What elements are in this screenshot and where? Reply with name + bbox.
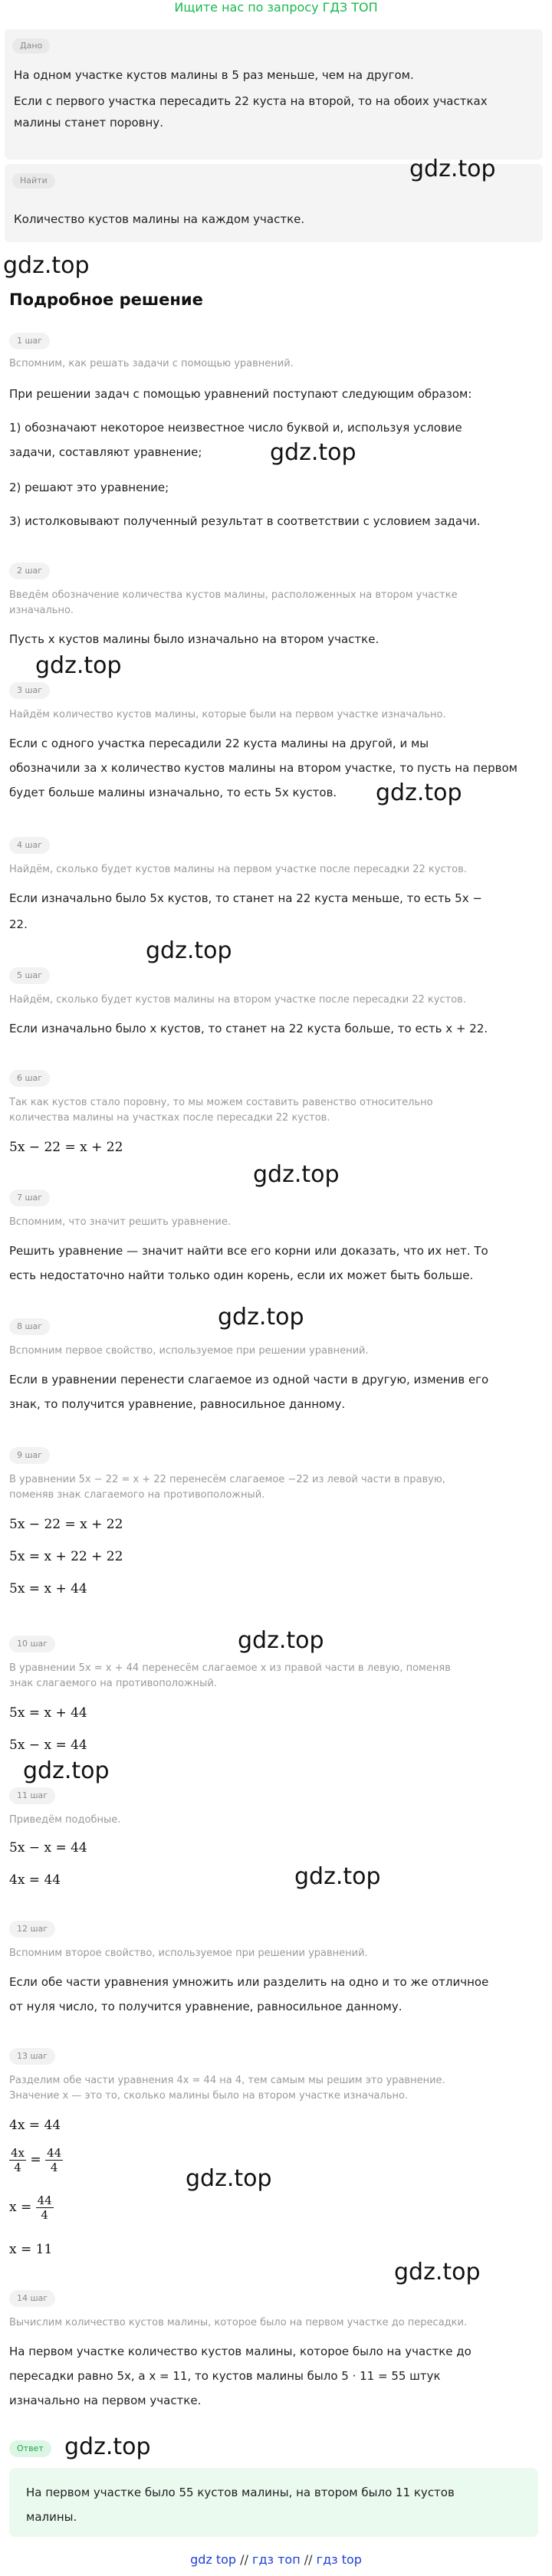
step-13-hint-2: Значение x — это то, сколько малины было на втором участке изначально. bbox=[9, 2090, 409, 2102]
step-1-line-5: 3) истолковывают полученный результат в соответствии с условием задачи. bbox=[9, 514, 481, 528]
step-8-line-1: Если в уравнении перенести слагаемое из одной части в другую, изменив его bbox=[9, 1373, 489, 1386]
footer-link-gdz-top-mixed[interactable]: гдз top bbox=[316, 2552, 362, 2567]
solution-title: Подробное решение bbox=[9, 290, 203, 309]
step-10-hint-2: знак слагаемого на противоположный. bbox=[9, 1678, 217, 1689]
step-4-hint: Найдём, сколько будет кустов малины на первом участке после пересадки 22 кустов. bbox=[9, 864, 467, 875]
step-6-equation: 5x − 22 = x + 22 bbox=[9, 1140, 123, 1155]
footer-separator: // bbox=[240, 2552, 248, 2567]
fraction: $\frac{4x}{4}$ bbox=[11, 2146, 25, 2174]
step-4-badge: 4 шаг bbox=[9, 837, 50, 854]
footer-links bbox=[0, 2552, 552, 2567]
step-14-line-2: пересадки равно 5x, а x = 11, то кустов малины было 5 · 11 = 55 штук bbox=[9, 2369, 441, 2383]
step-5-hint: Найдём, сколько будет кустов малины на втором участке после пересадки 22 кустов. bbox=[9, 994, 466, 1006]
watermark: gdz.top bbox=[146, 937, 232, 964]
step-12-hint: Вспомним второе свойство, используемое при решении уравнений. bbox=[9, 1948, 368, 1959]
step-7-line-2: есть недостаточно найти только один корень, если их может быть больше. bbox=[9, 1268, 474, 1282]
search-hint-link[interactable]: Ищите нас по запросу ГДЗ ТОП bbox=[174, 0, 378, 15]
step-1-badge: 1 шаг bbox=[9, 333, 50, 349]
step-8-hint: Вспомним первое свойство, используемое при решении уравнений. bbox=[9, 1345, 369, 1357]
step-12-badge: 12 шаг bbox=[9, 1921, 55, 1938]
step-1-line-1: При решении задач с помощью уравнений поступают следующим образом: bbox=[9, 387, 472, 401]
watermark: gdz.top bbox=[253, 1161, 340, 1188]
step-11-badge: 11 шаг bbox=[9, 1787, 55, 1804]
step-14-line-1: На первом участке количество кустов малины, которое было на участке до bbox=[9, 2345, 472, 2358]
find-line-1: Количество кустов малины на каждом участке. bbox=[14, 212, 305, 226]
step-10-hint-1: В уравнении 5x = x + 44 перенесём слагаемое x из правой части в левую, поменяв bbox=[9, 1662, 451, 1674]
answer-box bbox=[9, 2468, 538, 2537]
step-1-line-4: 2) решают это уравнение; bbox=[9, 481, 169, 494]
footer-link-gdz-top[interactable]: gdz top bbox=[190, 2552, 237, 2567]
watermark: gdz.top bbox=[294, 1863, 381, 1890]
step-13-equation-4: x = 11 bbox=[9, 2242, 53, 2257]
watermark: gdz.top bbox=[3, 252, 90, 279]
answer-line-1: На первом участке было 55 кустов малины, на втором было 11 кустов bbox=[26, 2486, 455, 2499]
step-11-equation-1: 5x − x = 44 bbox=[9, 1840, 87, 1856]
step-11-equation-2: 4x = 44 bbox=[9, 1872, 61, 1888]
step-13-equation-2: $\frac{4x}{4}$ = $\frac{44}{4}$ bbox=[11, 2146, 62, 2174]
watermark: gdz.top bbox=[64, 2433, 151, 2460]
step-11-hint: Приведём подобные. bbox=[9, 1814, 121, 1826]
step-3-line-1: Если с одного участка пересадили 22 куста малины на другой, и мы bbox=[9, 737, 429, 750]
step-3-badge: 3 шаг bbox=[9, 682, 50, 699]
step-7-hint: Вспомним, что значит решить уравнение. bbox=[9, 1216, 232, 1228]
step-3-line-3: будет больше малины изначально, то есть 5x кустов. bbox=[9, 786, 337, 799]
watermark: gdz.top bbox=[23, 1757, 110, 1784]
step-7-badge: 7 шаг bbox=[9, 1190, 50, 1206]
step-1-line-2: 1) обозначают некоторое неизвестное число буквой и, используя условие bbox=[9, 421, 462, 435]
step-1-line-3: задачи, составляют уравнение; bbox=[9, 445, 202, 459]
step-5-badge: 5 шаг bbox=[9, 967, 50, 984]
watermark: gdz.top bbox=[35, 652, 122, 679]
step-3-line-2: обозначили за x количество кустов малины на втором участке, то пусть на первом bbox=[9, 761, 518, 775]
watermark: gdz.top bbox=[238, 1627, 324, 1654]
step-1-hint: Вспомним, как решать задачи с помощью уравнений. bbox=[9, 358, 294, 369]
answer-line-2: малины. bbox=[26, 2510, 77, 2524]
step-14-hint: Вычислим количество кустов малины, которое было на первом участке до пересадки. bbox=[9, 2317, 468, 2328]
given-card bbox=[5, 29, 543, 159]
fraction: $\frac{44}{4}$ bbox=[47, 2146, 62, 2174]
step-10-equation-2: 5x − x = 44 bbox=[9, 1738, 87, 1753]
find-card bbox=[5, 156, 543, 242]
step-2-badge: 2 шаг bbox=[9, 563, 50, 579]
step-2-hint-2: изначально. bbox=[9, 605, 74, 616]
watermark: gdz.top bbox=[270, 439, 356, 466]
given-badge: Дано bbox=[12, 38, 50, 54]
footer-separator: // bbox=[304, 2552, 313, 2567]
find-badge: Найти bbox=[12, 173, 55, 189]
watermark: gdz.top bbox=[409, 156, 496, 182]
step-12-line-1: Если обе части уравнения умножить или разделить на одно и то же отличное bbox=[9, 1975, 489, 1989]
fraction: $\frac{44}{4}$ bbox=[37, 2194, 52, 2222]
step-9-hint-1: В уравнении 5x − 22 = x + 22 перенесём слагаемое −22 из левой части в правую, bbox=[9, 1474, 445, 1485]
step-3-hint: Найдём количество кустов малины, которые были на первом участке изначально. bbox=[9, 709, 446, 720]
step-5-line-1: Если изначально было x кустов, то станет на 22 куста больше, то есть x + 22. bbox=[9, 1022, 488, 1035]
step-6-hint-1: Так как кустов стало поровну, то мы можем составить равенство относительно bbox=[9, 1097, 433, 1108]
step-8-line-2: знак, то получится уравнение, равносильное данному. bbox=[9, 1397, 346, 1411]
step-9-hint-2: поменяв знак слагаемого на противоположный. bbox=[9, 1489, 265, 1501]
step-6-hint-2: количества малины на участках после пересадки 22 кустов. bbox=[9, 1112, 330, 1124]
step-13-hint-1: Разделим обе части уравнения 4x = 44 на 4, тем самым мы решим это уравнение. bbox=[9, 2075, 445, 2086]
step-9-equation-2: 5x = x + 22 + 22 bbox=[9, 1549, 123, 1564]
answer-badge: Ответ bbox=[9, 2440, 51, 2457]
given-line-3: малины станет поровну. bbox=[14, 116, 163, 130]
step-4-line-1: Если изначально было 5x кустов, то станет на 22 куста меньше, то есть 5x − bbox=[9, 891, 482, 905]
step-10-badge: 10 шаг bbox=[9, 1636, 55, 1652]
watermark: gdz.top bbox=[376, 779, 462, 806]
step-13-badge: 13 шаг bbox=[9, 2048, 55, 2065]
step-14-line-3: изначально на первом участке. bbox=[9, 2394, 202, 2407]
step-12-line-2: от нуля число, то получится уравнение, равносильное данному. bbox=[9, 2000, 402, 2013]
step-7-line-1: Решить уравнение — значит найти все его корни или доказать, что их нет. То bbox=[9, 1244, 488, 1258]
step-13-equation-3: x = $\frac{44}{4}$ bbox=[9, 2194, 52, 2222]
step-2-line-1: Пусть x кустов малины было изначально на втором участке. bbox=[9, 632, 380, 646]
step-9-badge: 9 шаг bbox=[9, 1447, 50, 1464]
step-6-badge: 6 шаг bbox=[9, 1070, 50, 1087]
watermark: gdz.top bbox=[394, 2259, 481, 2286]
footer-link-gdz-top-ru[interactable]: гдз топ bbox=[252, 2552, 301, 2567]
step-4-line-2: 22. bbox=[9, 917, 28, 931]
step-13-equation-1: 4x = 44 bbox=[9, 2118, 61, 2133]
step-10-equation-1: 5x = x + 44 bbox=[9, 1705, 87, 1721]
step-14-badge: 14 шаг bbox=[9, 2290, 55, 2307]
step-9-equation-1: 5x − 22 = x + 22 bbox=[9, 1517, 123, 1532]
step-2-hint-1: Введём обозначение количества кустов малины, расположенных на втором участке bbox=[9, 589, 458, 601]
given-line-2: Если с первого участка пересадить 22 куста на второй, то на обоих участках bbox=[14, 94, 488, 108]
watermark: gdz.top bbox=[218, 1304, 304, 1331]
watermark: gdz.top bbox=[186, 2165, 272, 2192]
given-line-1: На одном участке кустов малины в 5 раз меньше, чем на другом. bbox=[14, 68, 414, 82]
step-9-equation-3: 5x = x + 44 bbox=[9, 1581, 87, 1596]
step-8-badge: 8 шаг bbox=[9, 1318, 50, 1335]
